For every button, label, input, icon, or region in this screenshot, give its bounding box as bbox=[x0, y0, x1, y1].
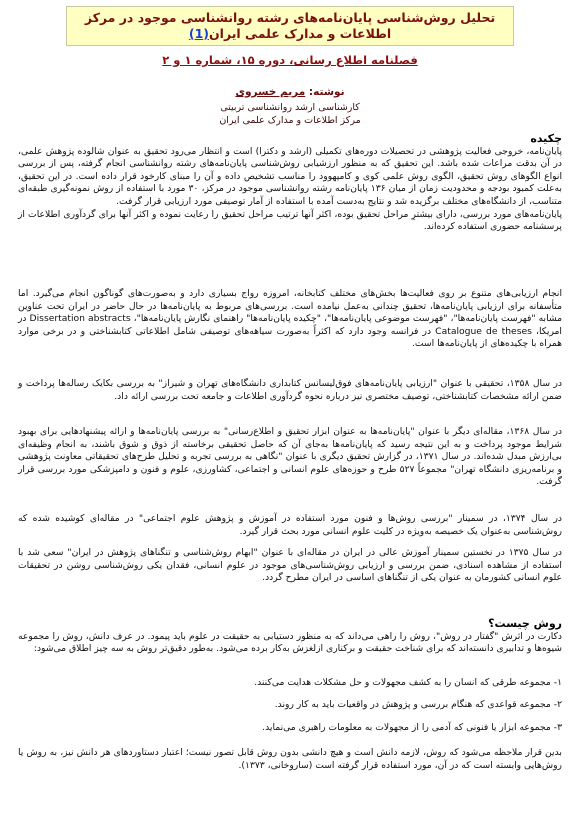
intro-paragraph-2: در سال ۱۳۵۸، تحقیقی با عنوان "ارزیابی پایان‌نامه‌های فوق‌لیسانس کتابداری دانشگاه‌های تهران و شیراز" به بررسی بکایک رساله‌ها پرداخت و ضمن ارائه مشخصات کتابشناختی، توصیف مختصری نیز درباره نحوه گردآوری اطلاعات و جامعه تحت بررسی ارائه داد. bbox=[18, 378, 562, 402]
intro-paragraph-1: انجام ارزیابی‌های متنوع بر روی فعالیت‌ها بخش‌های مختلف کتابخانه، امروزه رواج بسیاری دارد و به‌صورت‌های گوناگون انجام می‌گیرد. اما متأسفانه برای ارزیابی پایان‌نامه‌ها، تحقیق چندانی به‌عمل نیامده است. بررسی‌های مربوط به پایان‌نامه‌ها در حال حاضر در ایران تحت عناوین مشابه "فهرست پایان‌نامه‌ها"، "فهرست موضوعی پایان‌نامه‌ها"، "چکیده پایان‌نامه‌ها" راهنمای نگارش پایان‌نامه‌ها"، Dissertation abstracts در امریکا، Catalogue de theses در فرانسه وجود دارد که اکثراً به‌صورت سیاهه‌های توصیفی شامل اطلاعاتی کتابشناختی و در برخی موارد همراه با چکیده‌های از پایان‌نامه‌ها است. bbox=[18, 288, 562, 350]
abstract-heading: چکیده bbox=[530, 132, 562, 145]
method-paragraph-1: دکارت در اثرش "گفتار در روش"، روش را راهی می‌داند که به منظور دستیابی به حقیقت در علوم باید پیمود. در عرف دانش، روش را مجموعه شیوه‌ها و تدابیری دانسته‌اند که برای شناخت حقیقت و برکناری ازلغزش به‌کار برده می‌شود. به‌طور دقیق‌تر روش به سه چیز اطلاق می‌شود: bbox=[18, 630, 562, 655]
abstract-paragraph-1: پایان‌نامه، خروجی فعالیت پژوهشی در تحصیلات دوره‌های تکمیلی (ارشد و دکترا) است و انتظار می‌رود تحقیق به عنوان شالوده پژوهش علمی، در آن بدقت مراعات شده باشد. این تحقیق که به منظور ارزشیابی روش‌شناسی پایان‌نامه‌های رشته روانشناسی انجام گرفته، پس از بررسی انواع الگوهای روش تحقیق، الگوی روش علمی کوی و کامپهوود را مناسب تشخیص داده و آن را مبنای کارخود قرار داده است. در این تحقیق، به‌علت کمبود بودجه و محدودیت زمان از میان ۱۳۶ پایان‌نامه رشته روانشناسی موجود در مرکز، ۳۰ مورد با استفاده از روش نمونه‌گیری طبقه‌ای متناسب، از دانشگاه‌های مختلف برگزیده شد و نتایج به‌دست آمده با استفاده از آمار توصیفی مورد ارزیابی قرار گرفت. bbox=[18, 145, 562, 207]
footnote-link[interactable]: (1) bbox=[188, 26, 209, 41]
method-section bbox=[18, 618, 562, 656]
title-line-1: تحلیل روش‌شناسی پایان‌نامه‌های رشته روانشناسی موجود در مرکز bbox=[84, 10, 496, 25]
journal-issue: فصلنامه اطلاع رسانی، دوره ۱۵، شماره ۱ و ۲ bbox=[162, 53, 418, 67]
title-line-2-text: اطلاعات و مدارک علمی ایران bbox=[209, 26, 392, 41]
article-title-box bbox=[66, 6, 514, 46]
abstract-section bbox=[18, 133, 562, 234]
abstract-paragraph-2: پایان‌نامه‌های مورد بررسی، دارای بیشترِ مراحل تحقیق بوده، اکثر آنها ترتیب مراحل تحقیق را رعایت نموده و اکثر آنها برای گردآوری اطلاعات از پرسشنامه حضوری استفاده کرده‌اند. bbox=[18, 208, 562, 233]
method-list-item-2: ۲- مجموعه‌ قواعدی که هنگام بررسی و پژوهش در واقعیات باید به کار روند. bbox=[274, 699, 562, 710]
method-heading: روش چیست؟ bbox=[488, 617, 562, 630]
author-name-line bbox=[180, 86, 400, 99]
author-degree: کارشناسی ارشد روانشناسی تربیتی bbox=[220, 102, 360, 113]
author-name: مریم خسروی bbox=[235, 86, 306, 98]
author-block bbox=[180, 86, 400, 127]
intro-paragraph-4: در سال ۱۳۷۴، در سمینار "بررسی روش‌ها و فنون مورد استفاده در آموزش و پژوهش علوم اجتماعی" در مقاله‌ای کوشیده شده که روش‌شناسی به‌عنوان یک خصیصه‌ به‌ویژه در کلیت علوم انسانی مورد بحث قرار گیرد. bbox=[18, 513, 562, 537]
intro-paragraph-5: در سال ۱۳۷۵ در نخستین سمینار آموزش عالی در ایران در مقاله‌ای با عنوان "ابهام روش‌شناسی و تنگناهای پژوهش در ایران" سعی شد با استفاده از مشاهده اسنادی، ضمن بررسی و ارزیابی روش‌شناسی‌های موجود در علوم انسانی، فقدان یکی روش‌شناسی روشن در تحقیقات علوم انسانی کشورمان به عنوان یکی از تنگناهای اساسی در ایران مطرح گردد. bbox=[18, 547, 562, 584]
intro-paragraph-3: در سال ۱۳۶۸، مقاله‌ای دیگر با عنوان "پایان‌نامه‌ها به عنوان ابزار تحقیق و اطلاع‌رسانی" به بررسی پایان‌نامه‌ها و ارائه پیشنهادهایی برای بهبود شرایط موجود پرداخت و به این نتیجه رسید که پایان‌نامه‌ها به‌جای آن که حاصل تحقیقی برخاسته از ذوق و شوق باشند، به انجام وظیفه‌ای بی‌ارزش مبدل شده‌اند. در سال ۱۳۷۱، در گزارش تحقیق دیگری با عنوان "نگاهی به بررسی تجربه و تحلیل طرح‌های تحقیقاتی معاونت پژوهشی و برنامه‌ریزی دانشگاه تهران" مجموعاً ۵۲۷ طرح و حوزه‌های علوم انسانی و اجتماعی، کشاورزی، علوم و فنون و دامپزشکی مورد بررسی قرار گرفت. bbox=[18, 426, 562, 488]
author-affiliation: مرکز اطلاعات و مدارک علمی ایران bbox=[219, 115, 361, 126]
title-line-2 bbox=[67, 26, 513, 42]
method-paragraph-2: بدین قرار ملاحظه می‌شود که روش، لازمه دانش است و هیچ دانشی بدون روش قابل تصور نیست؛ اعتبار دستاوردهای هر دانش نیز، به روش یا روش‌هایی وابسته است که در آن، مورد استفاده قرار گرفته است (ساروخانی، ۱۳۷۳). bbox=[18, 747, 562, 771]
method-list-item-1: ۱- مجموعه‌ طرقی که انسان را به کشف مجهولات و حل مشکلات هدایت می‌کنند. bbox=[254, 677, 562, 688]
method-list-item-3: ۳- مجموعه ابزار یا فنونی که آدمی را از مجهولات به معلومات راهبری می‌نماید. bbox=[262, 722, 562, 733]
author-label: نوشته: bbox=[308, 86, 345, 98]
